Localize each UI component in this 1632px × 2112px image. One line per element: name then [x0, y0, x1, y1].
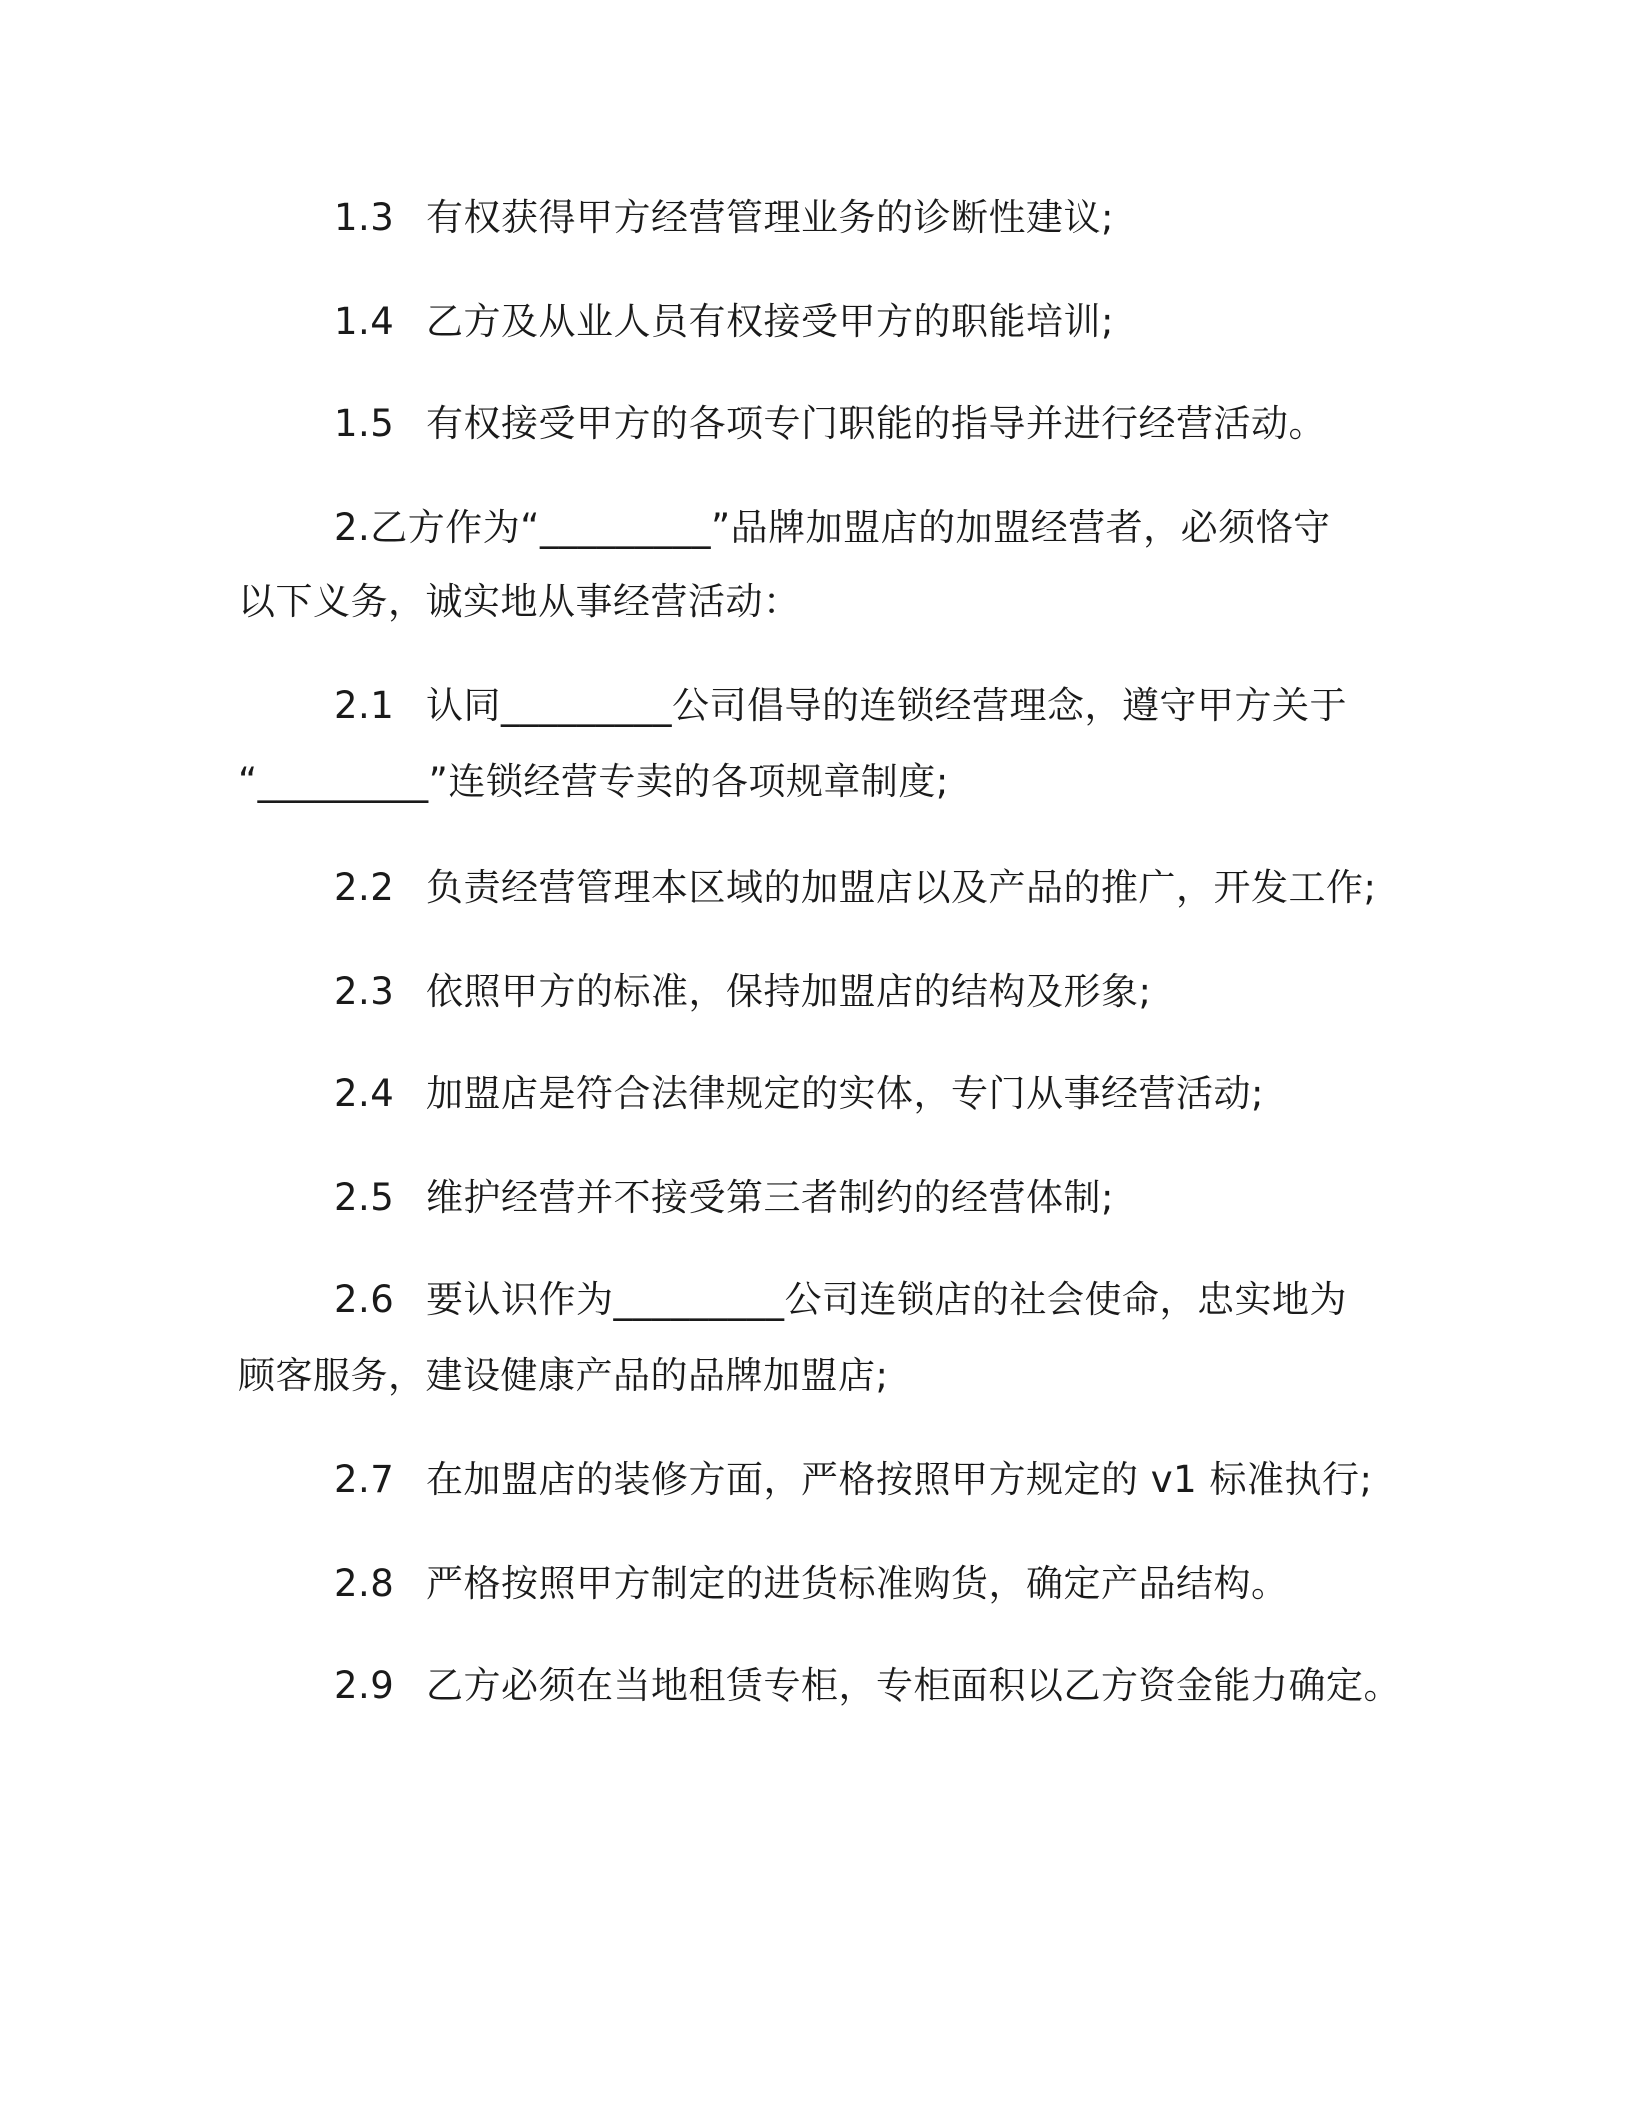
item-number: 2.6	[334, 1278, 395, 1321]
clause-2-line-2	[238, 580, 1398, 624]
item-number: 1.5	[334, 402, 395, 445]
clause-text: 2.乙方作为“_________”品牌加盟店的加盟经营者，必须恪守	[334, 506, 1331, 549]
item-text: 在加盟店的装修方面，严格按照甲方规定的 v1 标准执行;	[426, 1458, 1373, 1501]
item-text: 严格按照甲方制定的进货标准购货，确定产品结构。	[426, 1562, 1289, 1605]
item-2-6-line-1	[238, 1278, 1398, 1322]
item-text: 乙方必须在当地租赁专柜，专柜面积以乙方资金能力确定。	[426, 1664, 1401, 1707]
clause-2-line-1	[238, 506, 1398, 550]
item-2-4	[238, 1072, 1398, 1116]
item-2-3	[238, 970, 1398, 1014]
item-2-8	[238, 1562, 1398, 1606]
item-number: 2.4	[334, 1072, 395, 1115]
item-2-7	[238, 1458, 1398, 1502]
item-number: 2.5	[334, 1176, 395, 1219]
item-number: 2.3	[334, 970, 395, 1013]
item-2-5	[238, 1176, 1398, 1220]
item-text: 负责经营管理本区域的加盟店以及产品的推广，开发工作;	[426, 866, 1377, 909]
item-number: 1.4	[334, 300, 395, 343]
item-1-5	[238, 402, 1398, 446]
item-text: 依照甲方的标准，保持加盟店的结构及形象;	[426, 970, 1152, 1013]
clause-text: 以下义务，诚实地从事经营活动：	[238, 580, 801, 623]
item-number: 1.3	[334, 196, 395, 239]
item-2-1-line-1	[238, 684, 1398, 728]
item-text: 加盟店是符合法律规定的实体，专门从事经营活动;	[426, 1072, 1264, 1115]
item-number: 2.1	[334, 684, 395, 727]
item-text: 有权获得甲方经营管理业务的诊断性建议;	[426, 196, 1114, 239]
item-2-1-line-2	[238, 760, 1398, 804]
item-2-2	[238, 866, 1398, 910]
item-1-4	[238, 300, 1398, 344]
item-text: 有权接受甲方的各项专门职能的指导并进行经营活动。	[426, 402, 1326, 445]
item-text: 乙方及从业人员有权接受甲方的职能培训;	[426, 300, 1114, 343]
item-text: “_________”连锁经营专卖的各项规章制度;	[238, 760, 949, 803]
item-number: 2.2	[334, 866, 395, 909]
item-1-3	[238, 196, 1398, 240]
item-text: 顾客服务，建设健康产品的品牌加盟店;	[238, 1354, 889, 1397]
item-text: 维护经营并不接受第三者制约的经营体制;	[426, 1176, 1114, 1219]
item-2-9	[238, 1664, 1401, 1708]
item-number: 2.9	[334, 1664, 395, 1707]
item-number: 2.7	[334, 1458, 395, 1501]
item-2-6-line-2	[238, 1354, 1398, 1398]
item-text: 认同_________公司倡导的连锁经营理念，遵守甲方关于	[426, 684, 1347, 727]
item-text: 要认识作为_________公司连锁店的社会使命，忠实地为	[426, 1278, 1347, 1321]
item-number: 2.8	[334, 1562, 395, 1605]
